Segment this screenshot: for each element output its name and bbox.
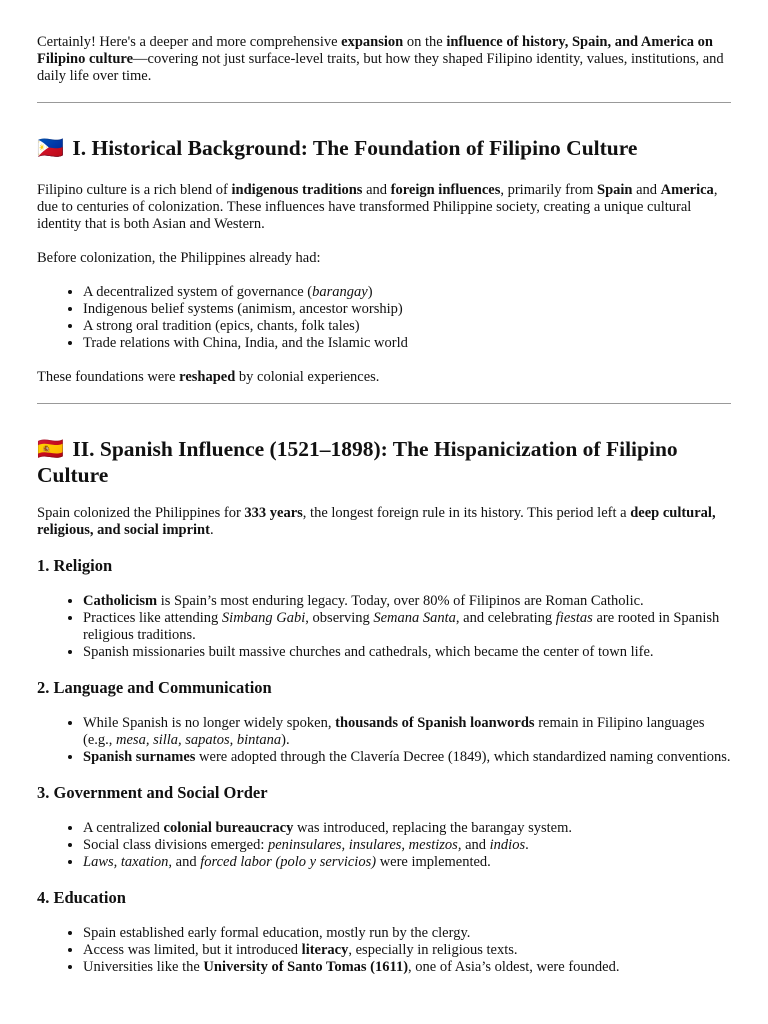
text: were implemented.	[376, 854, 491, 870]
text: is Spain’s most enduring legacy. Today, over 80% of Filipinos are Roman Catholic.	[157, 593, 644, 609]
italic-text: Laws, taxation,	[83, 854, 173, 870]
section1-paragraph	[37, 182, 731, 233]
text: , the longest foreign rule in its history. This period left a	[302, 505, 631, 521]
bold-text: America	[660, 182, 714, 198]
text: While Spanish is no longer widely spoken,	[83, 715, 336, 731]
text: ).	[281, 732, 290, 748]
italic-text: forced labor (polo y servicios)	[200, 854, 377, 870]
philippines-flag-icon: 🇵🇭	[37, 136, 61, 160]
precolonial-list	[37, 284, 731, 352]
list-item: • Spanish missionaries built massive churches and cathedrals, which became the center of town life.	[83, 644, 731, 661]
spain-flag-icon: 🇪🇸	[37, 437, 61, 461]
text: Practices like attending	[83, 610, 222, 626]
religion-list	[37, 593, 731, 661]
education-list	[37, 925, 731, 976]
text: , primarily from	[500, 182, 597, 198]
divider	[37, 102, 731, 103]
list-item	[83, 749, 731, 766]
intro-bold: influence of history, Spain, and America on Filipino culture	[37, 34, 713, 67]
text: A centralized	[83, 820, 164, 836]
bold-text: indigenous traditions	[231, 182, 363, 198]
section1-lead-in: Before colonization, the Philippines already had:	[37, 250, 321, 266]
text: , due to centuries of colonization. These influences have transformed Philippine society, creating a unique cultural identity that is both Asian and Western.	[37, 182, 718, 232]
bold-text: Catholicism	[83, 593, 158, 609]
bold-text: deep cultural, religious, and social imprint	[37, 505, 716, 538]
text: and	[362, 182, 391, 198]
section1-title: I. Historical Background: The Foundation of Filipino Culture	[67, 136, 638, 160]
list-item	[83, 715, 731, 749]
section1-closing	[37, 369, 731, 386]
list-item	[83, 284, 731, 301]
bold-text: literacy	[301, 942, 349, 958]
bold-text: University of Santo Tomas (1611)	[203, 959, 409, 975]
bold-text: thousands of Spanish loanwords	[335, 715, 535, 731]
list-item	[83, 837, 731, 854]
bold-text: 333 years	[244, 505, 303, 521]
italic-text: peninsulares, insulares, mestizos,	[267, 837, 462, 853]
intro-paragraph	[37, 34, 731, 85]
list-item	[83, 942, 731, 959]
bold-text: reshaped	[179, 369, 236, 385]
list-item	[83, 959, 731, 976]
education-heading: 4. Education	[37, 888, 126, 907]
bold-text: foreign influences	[390, 182, 501, 198]
government-list	[37, 820, 731, 871]
intro-text: on the	[403, 34, 447, 50]
section2-title: II. Spanish Influence (1521–1898): The Hispanicization of Filipino Culture	[37, 437, 678, 487]
list-item: • Trade relations with China, India, and the Islamic world	[83, 335, 731, 352]
intro-text: Certainly! Here's a deeper and more comprehensive	[37, 34, 342, 50]
text: Access was limited, but it introduced	[83, 942, 302, 958]
list-item	[83, 820, 731, 837]
italic-text: barangay	[312, 284, 368, 300]
language-heading: 2. Language and Communication	[37, 678, 272, 697]
list-item: • Indigenous belief systems (animism, ancestor worship)	[83, 301, 731, 318]
text: Spain colonized the Philippines for	[37, 505, 245, 521]
bold-text: Spanish surnames	[83, 749, 196, 765]
text: These foundations were	[37, 369, 180, 385]
list-item	[83, 593, 731, 610]
text: , and celebrating	[455, 610, 556, 626]
government-heading: 3. Government and Social Order	[37, 783, 268, 802]
italic-text: Simbang Gabi	[221, 610, 306, 626]
text: A decentralized system of governance (	[83, 284, 313, 300]
section2-heading	[37, 436, 731, 488]
text: Social class divisions emerged:	[83, 837, 268, 853]
divider	[37, 403, 731, 404]
text: was introduced, replacing the barangay system.	[293, 820, 572, 836]
section1-heading	[37, 135, 731, 161]
list-item	[83, 610, 731, 644]
text: and	[461, 837, 490, 853]
intro-text: —covering not just surface-level traits, but how they shaped Filipino identity, values, institutions, and daily life over time.	[37, 51, 724, 84]
text: were adopted through the Clavería Decree (1849), which standardized naming conventions.	[195, 749, 731, 765]
italic-text: indios	[489, 837, 526, 853]
section2-paragraph	[37, 505, 731, 539]
text: Filipino culture is a rich blend of	[37, 182, 232, 198]
bold-text: colonial bureaucracy	[163, 820, 294, 836]
text: .	[525, 837, 529, 853]
text: .	[209, 522, 214, 538]
list-item	[83, 854, 731, 871]
text: )	[367, 284, 373, 300]
text: remain in Filipino languages (e.g.,	[83, 715, 705, 748]
intro-bold: expansion	[341, 34, 404, 50]
text: and	[632, 182, 661, 198]
list-item: • Spain established early formal education, mostly run by the clergy.	[83, 925, 731, 942]
text: are rooted in Spanish religious traditions.	[83, 610, 720, 643]
religion-heading: 1. Religion	[37, 556, 113, 575]
text: and	[172, 854, 201, 870]
text: , observing	[305, 610, 374, 626]
italic-text: fiestas	[555, 610, 593, 626]
text: Universities like the	[83, 959, 204, 975]
text: , especially in religious texts.	[348, 942, 518, 958]
language-list	[37, 715, 731, 766]
italic-text: mesa, silla, sapatos, bintana	[116, 732, 282, 748]
text: , one of Asia’s oldest, were founded.	[408, 959, 620, 975]
list-item: • A strong oral tradition (epics, chants, folk tales)	[83, 318, 731, 335]
text: by colonial experiences.	[235, 369, 380, 385]
bold-text: Spain	[597, 182, 633, 198]
italic-text: Semana Santa	[373, 610, 456, 626]
